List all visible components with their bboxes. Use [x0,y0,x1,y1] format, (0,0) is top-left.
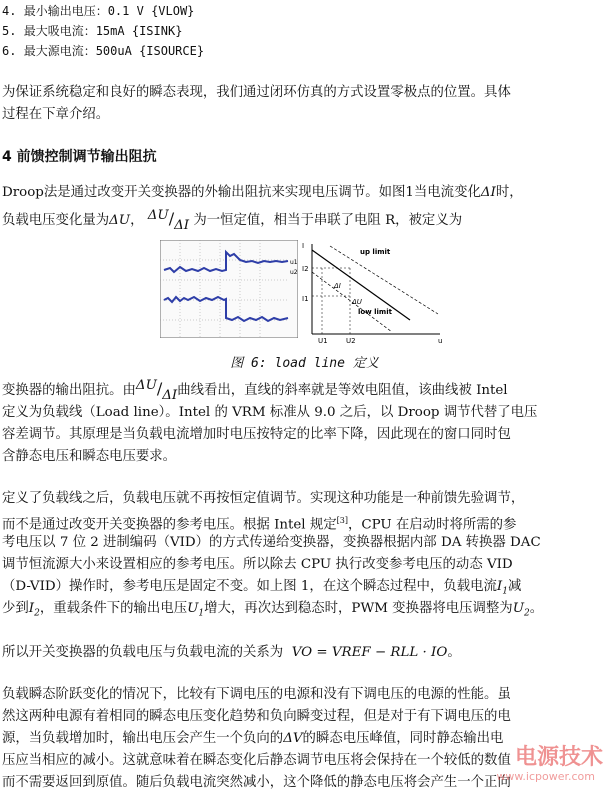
para3-line2: 定义为负载线（Load line）。Intel 的 VRM 标准从 9.0 之后，以 Droop 调节代替了电压 [2,405,538,420]
para4-line3: 考电压以 7 位 2 进制编码（VID）的方式传递给变换器，变换器根据内部 DA 转换器 DAC [2,535,541,550]
para4-line6: 少到$I_2$，重载条件下的输出电压$U_1$增大，再次达到稳态时，PWM 变换器将电压调整为$U_2$。 [2,601,544,619]
para4-line2: 而不是通过改变开关变换器的参考电压。根据 Intel 规定[3]，CPU 在启动时将所需的参 [2,516,517,533]
para6-line4: 压应当相应的减小。这就意味着在瞬态变化后静态调节电压将会保持在一个较低的数值 [2,753,511,768]
para6-line1: 负载瞬态阶跃变化的情况下，比较有下调电压的电源和没有下调电压的电源的性能。虽 [2,687,511,702]
para1-line1: 为保证系统稳定和良好的瞬态表现，我们通过闭环仿真的方式设置零极点的位置。具体 [2,85,511,100]
label-U2: U2 [346,337,356,345]
para2-line1: Droop法是通过改变开关变换器的外输出阻抗来实现电压调节。如图1当电流变化ΔI时， [2,185,523,200]
axis-label-u: u [438,337,443,345]
load-voltage-equation: VO = VREF − RLL · IO [291,645,448,660]
label-delta-I: ΔI [334,282,341,290]
para6-line5: 而不需要返回到原值。随后负载电流突然减小，这个降低的静态电压将会产生一个正向 [2,775,511,790]
load-line-diagram [300,238,450,346]
para4-line1: 定义了负载线之后，负载电压就不再按恒定值调节。实现这种功能是一种前馈先验调节， [2,491,525,506]
scope-label-u1: u1 [290,259,298,266]
scope-label-u2: u2 [290,269,298,276]
label-up-limit: up limit [360,248,391,256]
up-limit-line [330,246,438,314]
label-I2: I2 [302,265,309,273]
para4-line5: （D-VID）操作时，参考电压是固定不变。如上图 1，在这个瞬态过程中，负载电流$I_1$减 [2,579,522,597]
watermark-logo: 电源技术 [514,745,603,770]
label-U1: U1 [318,337,328,345]
para6-line2: 然这两种电源有着相同的瞬态电压变化趋势和负向瞬变过程，但是对于有下调电压的电 [2,709,511,724]
list-item-4: 4. 最小输出电压：0.1 V {VLOW} [2,4,195,18]
para3-line3: 容差调节。其原理是当负载电流增加时电压按特定的比率下降，因此现在的窗口同时包 [2,427,511,442]
axis-label-I: I [302,242,305,250]
watermark-url: www.icpower.com [496,770,595,783]
list-item-5: 5. 最大吸电流：15mA {ISINK} [2,24,183,38]
para2-line2: 负载电压变化量为ΔU， ΔU/ΔI 为一恒定值，相当于串联了电阻 R，被定义为 [2,208,463,233]
label-I1: I1 [302,295,309,303]
para4-line4: 调节恒流源大小来设置相应的参考电压。所以除去 CPU 执行改变参考电压的动态 VID [2,557,513,572]
para1-line2: 过程在下章介绍。 [2,107,110,122]
section-heading: 4 前馈控制调节输出阻抗 [2,149,157,165]
label-delta-U: ΔU [352,298,362,306]
para3-line4: 含静态电压和瞬态电压要求。 [2,449,177,464]
para3-line1: 变换器的输出阻抗。由ΔU/ΔI曲线看出，直线的斜率就是等效电阻值，该曲线被 Intel [2,378,508,403]
list-item-6: 6. 最大源电流：500uA {ISOURCE} [2,44,205,58]
para5-line1: 所以开关变换器的负载电压与负载电流的关系为 VO = VREF − RLL · IO。 [2,645,461,660]
figure-caption: 图 6: load line 定义 [230,356,379,371]
label-low-limit: low limit [358,308,392,316]
oscilloscope-plot [160,240,298,338]
para6-line3: 源，当负载增加时，输出电压会产生一个负向的ΔV的瞬态电压峰值，同时静态输出电 [2,731,504,746]
